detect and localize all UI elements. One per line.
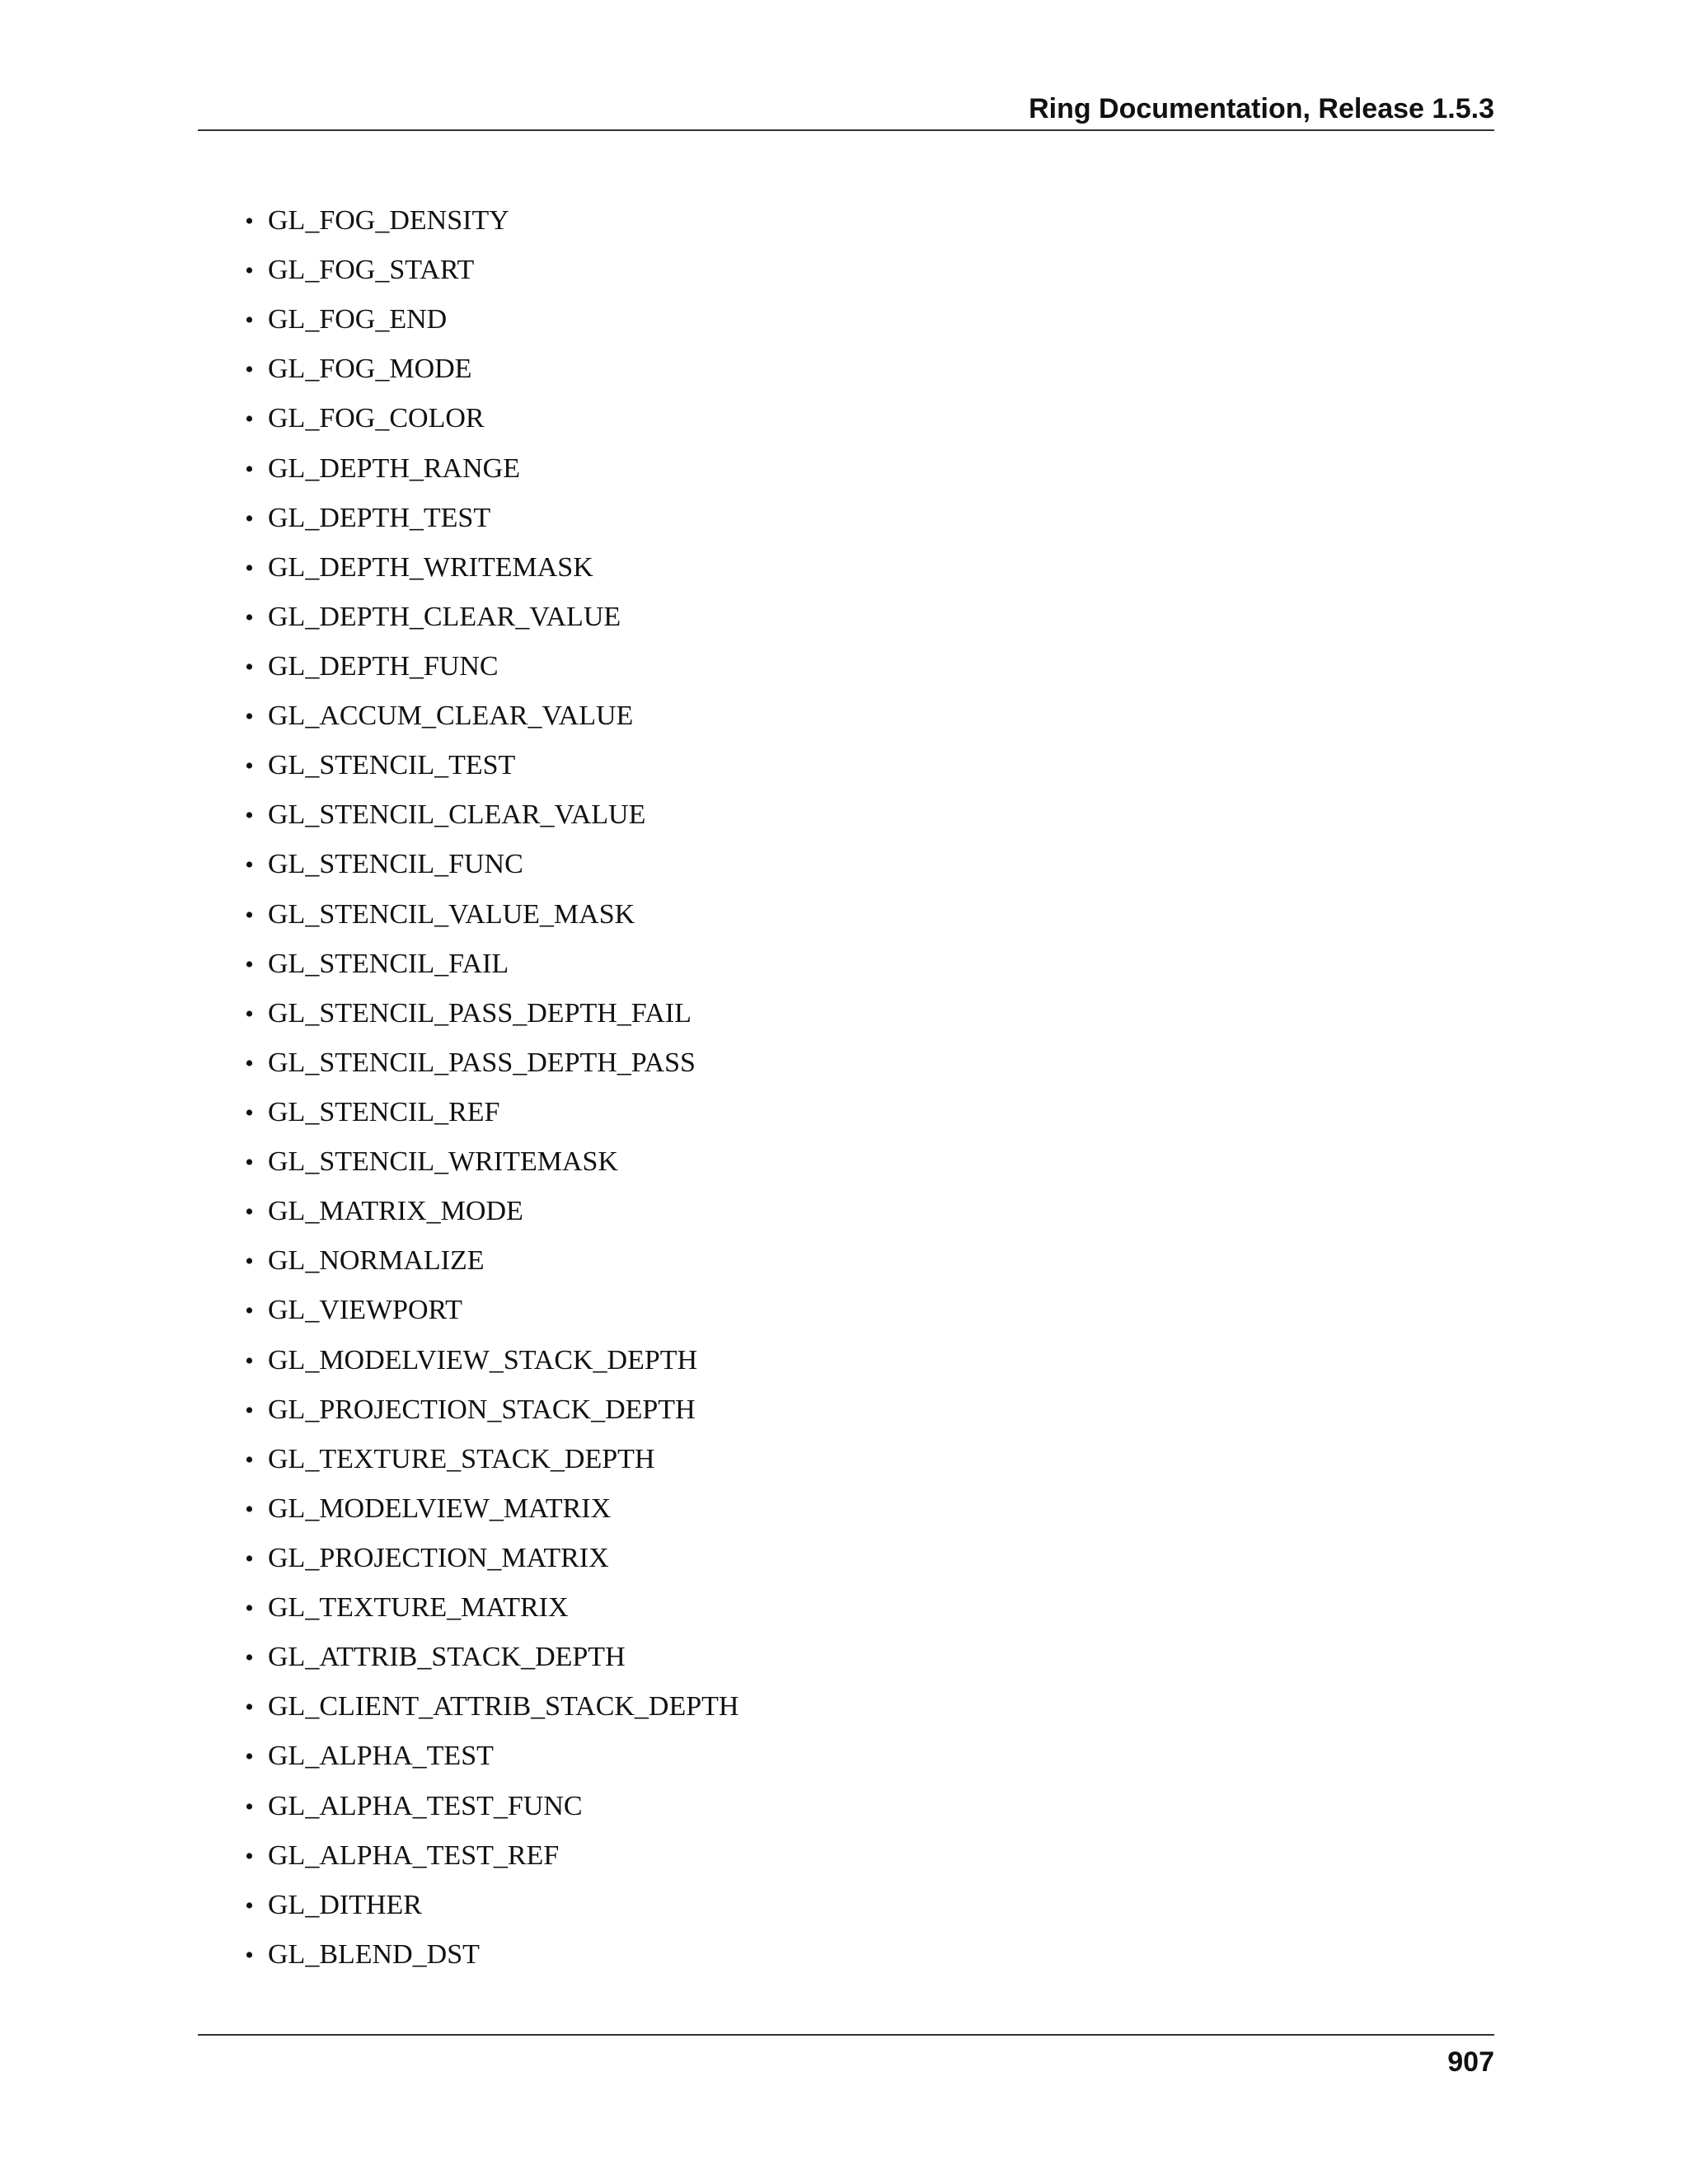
- list-item: [231, 1633, 738, 1682]
- list-item: [231, 1682, 738, 1732]
- bullet-icon: •: [245, 455, 254, 483]
- bullet-icon: •: [245, 1793, 254, 1821]
- list-item-label: GL_STENCIL_REF: [268, 1096, 500, 1127]
- list-item-label: GL_ALPHA_TEST: [268, 1741, 494, 1772]
- list-item: [231, 1732, 738, 1781]
- bullet-icon: •: [245, 257, 254, 285]
- bullet-icon: •: [245, 1347, 254, 1375]
- bullet-icon: •: [245, 851, 254, 879]
- list-item: [231, 1385, 738, 1435]
- list-item-label: GL_STENCIL_PASS_DEPTH_FAIL: [268, 997, 692, 1029]
- bullet-icon: •: [245, 1198, 254, 1226]
- bullet-icon: •: [245, 653, 254, 681]
- list-item: [231, 1831, 738, 1881]
- list-item-label: GL_ALPHA_TEST_REF: [268, 1840, 560, 1871]
- list-item: [231, 1881, 738, 1930]
- list-item-label: GL_NORMALIZE: [268, 1245, 485, 1277]
- list-item: [231, 1583, 738, 1633]
- list-item: [231, 741, 738, 790]
- bullet-icon: •: [245, 356, 254, 384]
- list-item-label: GL_STENCIL_PASS_DEPTH_PASS: [268, 1047, 696, 1078]
- bullet-icon: •: [245, 1446, 254, 1474]
- list-item-label: GL_FOG_END: [268, 304, 448, 335]
- list-item-label: GL_FOG_START: [268, 255, 475, 286]
- bullet-icon: •: [245, 1000, 254, 1028]
- list-item: [231, 1435, 738, 1484]
- list-item-label: GL_DEPTH_CLEAR_VALUE: [268, 601, 621, 632]
- list-item: [231, 1137, 738, 1187]
- list-item: [231, 196, 738, 246]
- bullet-icon: •: [245, 901, 254, 929]
- bullet-icon: •: [245, 1891, 254, 1919]
- list-item: [231, 840, 738, 889]
- page-header-title: Ring Documentation, Release 1.5.3: [1029, 93, 1494, 124]
- list-item-label: GL_MODELVIEW_MATRIX: [268, 1493, 612, 1524]
- list-item-label: GL_STENCIL_FUNC: [268, 849, 523, 880]
- list-item: [231, 394, 738, 443]
- list-item-label: GL_VIEWPORT: [268, 1295, 462, 1326]
- list-item-label: GL_PROJECTION_STACK_DEPTH: [268, 1394, 696, 1425]
- list-item-label: GL_DEPTH_FUNC: [268, 650, 499, 682]
- list-item: [231, 1930, 738, 1980]
- constant-list: [231, 196, 738, 1980]
- bullet-icon: •: [245, 1099, 254, 1127]
- bullet-icon: •: [245, 1842, 254, 1870]
- list-item-label: GL_ATTRIB_STACK_DEPTH: [268, 1642, 626, 1673]
- list-item: [231, 642, 738, 691]
- list-item-label: GL_DEPTH_RANGE: [268, 452, 520, 484]
- list-item-label: GL_PROJECTION_MATRIX: [268, 1542, 609, 1573]
- bullet-icon: •: [245, 1495, 254, 1523]
- bullet-icon: •: [245, 1595, 254, 1623]
- bullet-icon: •: [245, 554, 254, 582]
- bullet-icon: •: [245, 307, 254, 335]
- list-item-label: GL_DITHER: [268, 1889, 422, 1920]
- bullet-icon: •: [245, 208, 254, 235]
- list-item-label: GL_BLEND_DST: [268, 1938, 480, 1970]
- list-item: [231, 593, 738, 642]
- list-item: [231, 543, 738, 593]
- list-item-label: GL_FOG_COLOR: [268, 403, 485, 434]
- list-item: [231, 295, 738, 344]
- list-item: [231, 989, 738, 1038]
- page-number: 907: [1447, 2046, 1494, 2078]
- list-item-label: GL_DEPTH_WRITEMASK: [268, 551, 593, 583]
- list-item-label: GL_DEPTH_TEST: [268, 502, 491, 533]
- list-item: [231, 1088, 738, 1137]
- list-item-label: GL_STENCIL_VALUE_MASK: [268, 898, 635, 930]
- bullet-icon: •: [245, 1743, 254, 1771]
- list-item: [231, 1187, 738, 1236]
- bullet-icon: •: [245, 1396, 254, 1424]
- list-item: [231, 691, 738, 741]
- bullet-icon: •: [245, 1544, 254, 1572]
- list-item-label: GL_TEXTURE_STACK_DEPTH: [268, 1443, 655, 1474]
- bullet-icon: •: [245, 802, 254, 830]
- header-divider: [198, 129, 1494, 131]
- list-item: [231, 1484, 738, 1534]
- bullet-icon: •: [245, 1049, 254, 1077]
- list-item: [231, 1236, 738, 1286]
- bullet-icon: •: [245, 603, 254, 631]
- footer-divider: [198, 2034, 1494, 2036]
- list-item: [231, 444, 738, 494]
- list-item-label: GL_FOG_MODE: [268, 354, 472, 385]
- list-item-label: GL_FOG_DENSITY: [268, 205, 509, 236]
- bullet-icon: •: [245, 405, 254, 434]
- list-item-label: GL_STENCIL_FAIL: [268, 948, 509, 979]
- bullet-icon: •: [245, 752, 254, 780]
- list-item-label: GL_STENCIL_WRITEMASK: [268, 1146, 618, 1178]
- bullet-icon: •: [245, 703, 254, 731]
- bullet-icon: •: [245, 1941, 254, 1969]
- bullet-icon: •: [245, 1297, 254, 1325]
- list-item: [231, 344, 738, 394]
- list-item: [231, 1534, 738, 1583]
- list-item: [231, 940, 738, 989]
- list-item: [231, 1336, 738, 1385]
- list-item-label: GL_CLIENT_ATTRIB_STACK_DEPTH: [268, 1691, 739, 1722]
- bullet-icon: •: [245, 1694, 254, 1722]
- bullet-icon: •: [245, 950, 254, 978]
- list-item: [231, 1038, 738, 1088]
- list-item: [231, 1782, 738, 1831]
- bullet-icon: •: [245, 1644, 254, 1672]
- list-item-label: GL_STENCIL_TEST: [268, 750, 516, 781]
- bullet-icon: •: [245, 504, 254, 532]
- list-item: [231, 790, 738, 840]
- list-item: [231, 890, 738, 940]
- list-item-label: GL_STENCIL_CLEAR_VALUE: [268, 799, 646, 831]
- bullet-icon: •: [245, 1149, 254, 1177]
- list-item-label: GL_ACCUM_CLEAR_VALUE: [268, 701, 634, 732]
- list-item-label: GL_TEXTURE_MATRIX: [268, 1592, 569, 1624]
- list-item-label: GL_MATRIX_MODE: [268, 1196, 523, 1227]
- list-item: [231, 494, 738, 543]
- list-item: [231, 1286, 738, 1335]
- bullet-icon: •: [245, 1248, 254, 1276]
- list-item-label: GL_ALPHA_TEST_FUNC: [268, 1790, 583, 1821]
- list-item-label: GL_MODELVIEW_STACK_DEPTH: [268, 1344, 698, 1376]
- list-item: [231, 246, 738, 295]
